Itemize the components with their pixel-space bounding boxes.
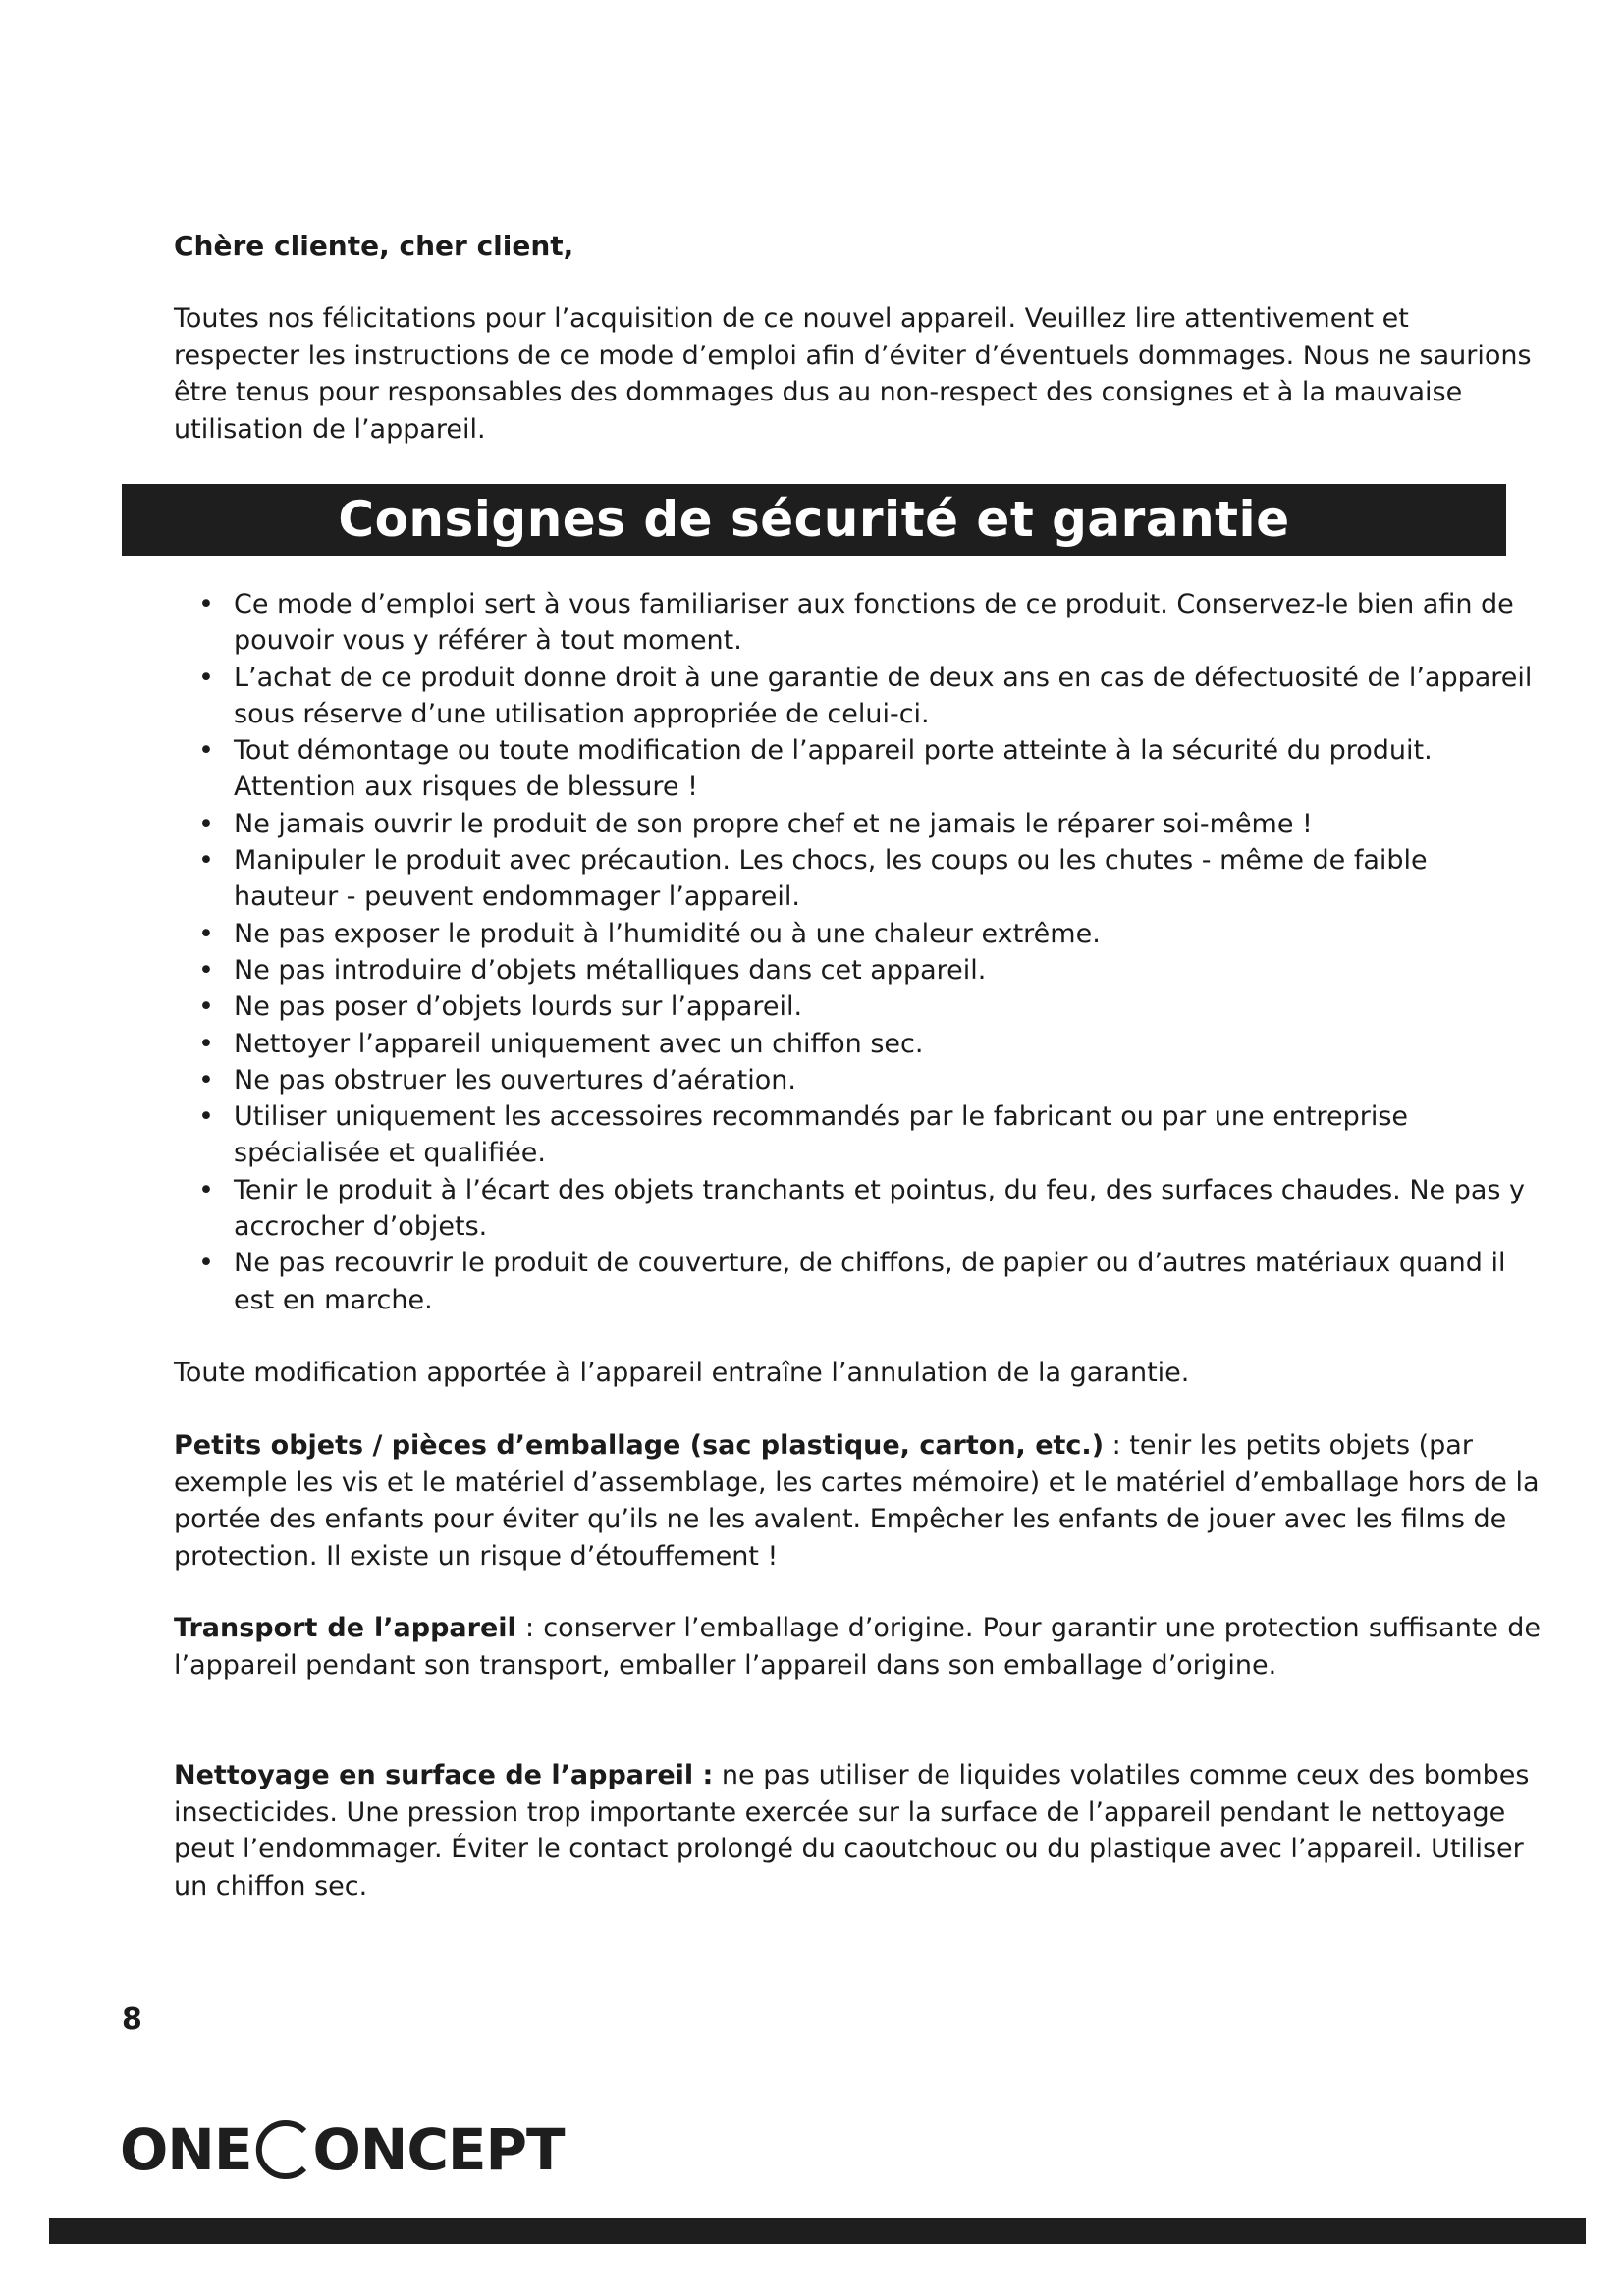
bullet-dot-icon: • — [198, 735, 214, 767]
safety-bullet-list — [185, 586, 1535, 1318]
safety-bullet-item — [185, 916, 1535, 952]
bullet-dot-icon: • — [198, 918, 214, 949]
oneconcept-logo — [120, 2115, 565, 2184]
bullet-dot-icon: • — [198, 1174, 214, 1205]
safety-bullet-item — [185, 842, 1535, 916]
small-objects-text: : tenir les petits objets (par exemple les vis et le matériel d’assemblage, les cartes mémoire) et le matériel d’emballage hors de la portée des enfants pour éviter qu’ils ne les avalent. Empêcher les enfants de jouer avec les films de protection. Il existe un risque d’étouffement ! — [174, 1430, 1540, 1572]
small-objects-heading: Petits objets / pièces d’emballage (sac plastique, carton, etc.) — [174, 1430, 1105, 1461]
safety-bullet-item — [185, 1172, 1535, 1246]
bullet-dot-icon: • — [198, 1101, 214, 1133]
bullet-dot-icon: • — [198, 845, 214, 877]
safety-bullet-item — [185, 586, 1535, 660]
cleaning-text: ne pas utiliser de liquides volatiles comme ceux des bombes insecticides. Une pression trop importante exercée sur la surface de l’appareil pendant le nettoyage peut l’endommager. Éviter le contact prolongé du caoutchouc ou du plastique avec l’appareil. Utiliser un chiffon sec. — [174, 1760, 1530, 1901]
bullet-dot-icon: • — [198, 589, 214, 619]
bullet-text: L’achat de ce produit donne droit à une garantie de deux ans en cas de défectuosité de l’appareil sous réserve d’une utilisation appropriée de celui-ci. — [234, 662, 1533, 729]
safety-bullet-item — [185, 660, 1535, 733]
bullet-dot-icon: • — [198, 991, 214, 1023]
safety-bullet-item — [185, 1245, 1535, 1318]
safety-bullet-item — [185, 1062, 1535, 1098]
safety-bullet-item — [185, 732, 1535, 806]
bullet-text: Ne pas poser d’objets lourds sur l’appareil. — [234, 991, 803, 1023]
bullet-text: Ne pas recouvrir le produit de couverture, de chiffons, de papier ou d’autres matériaux quand il est en marche. — [234, 1248, 1506, 1315]
cleaning-paragraph — [174, 1757, 1541, 1904]
safety-bullet-item — [185, 1026, 1535, 1062]
safety-bullet-item — [185, 952, 1535, 988]
cleaning-heading: Nettoyage en surface de l’appareil : — [174, 1760, 714, 1790]
bullet-dot-icon: • — [198, 662, 214, 693]
bullet-dot-icon: • — [198, 954, 214, 986]
safety-bullet-item — [185, 806, 1535, 842]
bullet-text: Ne jamais ouvrir le produit de son propre chef et ne jamais le réparer soi-même ! — [234, 808, 1313, 839]
transport-paragraph — [174, 1610, 1541, 1683]
safety-bullet-item — [185, 988, 1535, 1025]
small-objects-paragraph — [174, 1427, 1541, 1575]
safety-bullet-item — [185, 1098, 1535, 1172]
transport-text: : conserver l’emballage d’origine. Pour garantir une protection suffisante de l’appareil pendant son transport, emballer l’appareil dans son emballage d’origine. — [174, 1613, 1541, 1681]
bullet-text: Ce mode d’emploi sert à vous familiariser aux fonctions de ce produit. Conservez-le bien afin de pouvoir vous y référer à tout moment. — [234, 589, 1514, 657]
logo-text-one: ONE — [120, 2116, 252, 2183]
intro-paragraph: Toutes nos félicitations pour l’acquisition de ce nouvel appareil. Veuillez lire attentivement et respecter les instructions de ce mode d’emploi afin d’éviter d’éventuels dommages. Nous ne saurions être tenus pour responsables des dommages dus au non-respect des consignes et à la mauvaise utilisation de l’appareil. — [174, 303, 1532, 445]
bullet-text: Nettoyer l’appareil uniquement avec un chiffon sec. — [234, 1028, 924, 1059]
section-title-banner: Consignes de sécurité et garantie — [122, 484, 1506, 556]
bullet-text: Ne pas introduire d’objets métalliques dans cet appareil. — [234, 954, 987, 986]
bullet-text: Utiliser uniquement les accessoires recommandés par le fabricant ou par une entreprise spécialisée et qualifiée. — [234, 1101, 1409, 1169]
logo-c-icon — [253, 2119, 310, 2180]
footer-bar — [49, 2218, 1586, 2244]
greeting: Chère cliente, cher client, — [174, 230, 574, 262]
logo-text-oncept: ONCEPT — [312, 2116, 565, 2183]
bullet-text: Tout démontage ou toute modification de l’appareil porte atteinte à la sécurité du produit. Attention aux risques de blessure ! — [234, 735, 1433, 803]
bullet-text: Ne pas exposer le produit à l’humidité ou à une chaleur extrême. — [234, 918, 1101, 949]
bullet-dot-icon: • — [198, 1064, 214, 1095]
bullet-dot-icon: • — [198, 808, 214, 839]
warranty-note: Toute modification apportée à l’appareil entraîne l’annulation de la garantie. — [174, 1358, 1190, 1388]
bullet-dot-icon: • — [198, 1028, 214, 1059]
bullet-text: Tenir le produit à l’écart des objets tranchants et pointus, du feu, des surfaces chaudes. Ne pas y accrocher d’objets. — [234, 1174, 1526, 1243]
bullet-text: Ne pas obstruer les ouvertures d’aération. — [234, 1064, 796, 1095]
transport-heading: Transport de l’appareil — [174, 1613, 516, 1643]
bullet-dot-icon: • — [198, 1248, 214, 1279]
page-number: 8 — [122, 2002, 142, 2037]
bullet-text: Manipuler le produit avec précaution. Les chocs, les coups ou les chutes - même de faible hauteur - peuvent endommager l’appareil. — [234, 845, 1428, 913]
